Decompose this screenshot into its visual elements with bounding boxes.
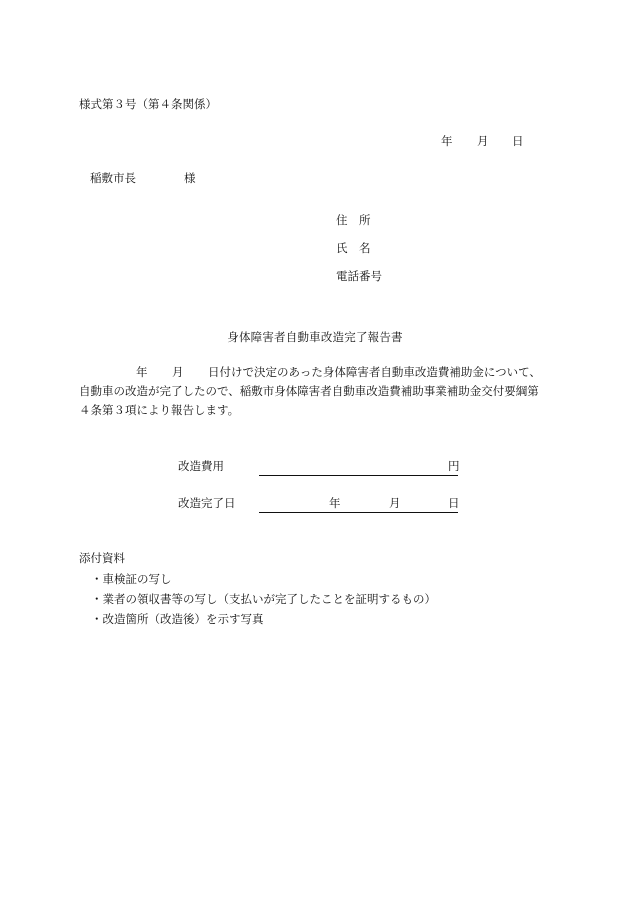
applicant-name-label: 氏 名 [336, 241, 371, 255]
completion-month-label: 月 [389, 496, 401, 510]
completion-date-label: 改造完了日 [178, 496, 236, 510]
form-number: 様式第３号（第４条関係） [79, 97, 217, 111]
addressee-name: 稲敷市長 [90, 171, 136, 185]
cost-unit: 円 [448, 459, 460, 473]
attachment-item: ・改造箇所（改造後）を示す写真 [91, 612, 264, 626]
body-line-3: ４条第３項により報告します。 [79, 403, 240, 417]
addressee [90, 171, 196, 185]
attachment-item: ・車検証の写し [91, 572, 172, 586]
completion-date-input-line[interactable] [259, 497, 458, 513]
attachments-heading: 添付資料 [79, 551, 125, 565]
applicant-address-label: 住 所 [336, 213, 371, 227]
cost-label: 改造費用 [178, 459, 224, 473]
body-year-label: 年 [136, 365, 148, 379]
body-line-2: 自動車の改造が完了したので、稲敷市身体障害者自動車改造費補助事業補助金交付要綱第 [79, 384, 539, 398]
body-month-label: 月 [172, 365, 184, 379]
addressee-honorific: 様 [184, 171, 196, 185]
date-day-label: 日 [512, 134, 524, 148]
date-year-label: 年 [441, 134, 453, 148]
document-title: 身体障害者自動車改造完了報告書 [227, 330, 403, 344]
applicant-phone-label: 電話番号 [336, 269, 382, 283]
date-month-label: 月 [477, 134, 489, 148]
completion-year-label: 年 [329, 496, 341, 510]
attachment-item: ・業者の領収書等の写し（支払いが完了したことを証明するもの） [91, 592, 436, 606]
cost-input-line[interactable] [259, 460, 458, 476]
completion-day-label: 日 [448, 496, 460, 510]
body-line-1 [79, 367, 549, 381]
body-line-1-text: 日付けで決定のあった身体障害者自動車改造費補助金について、 [208, 365, 541, 379]
report-date [0, 136, 630, 150]
